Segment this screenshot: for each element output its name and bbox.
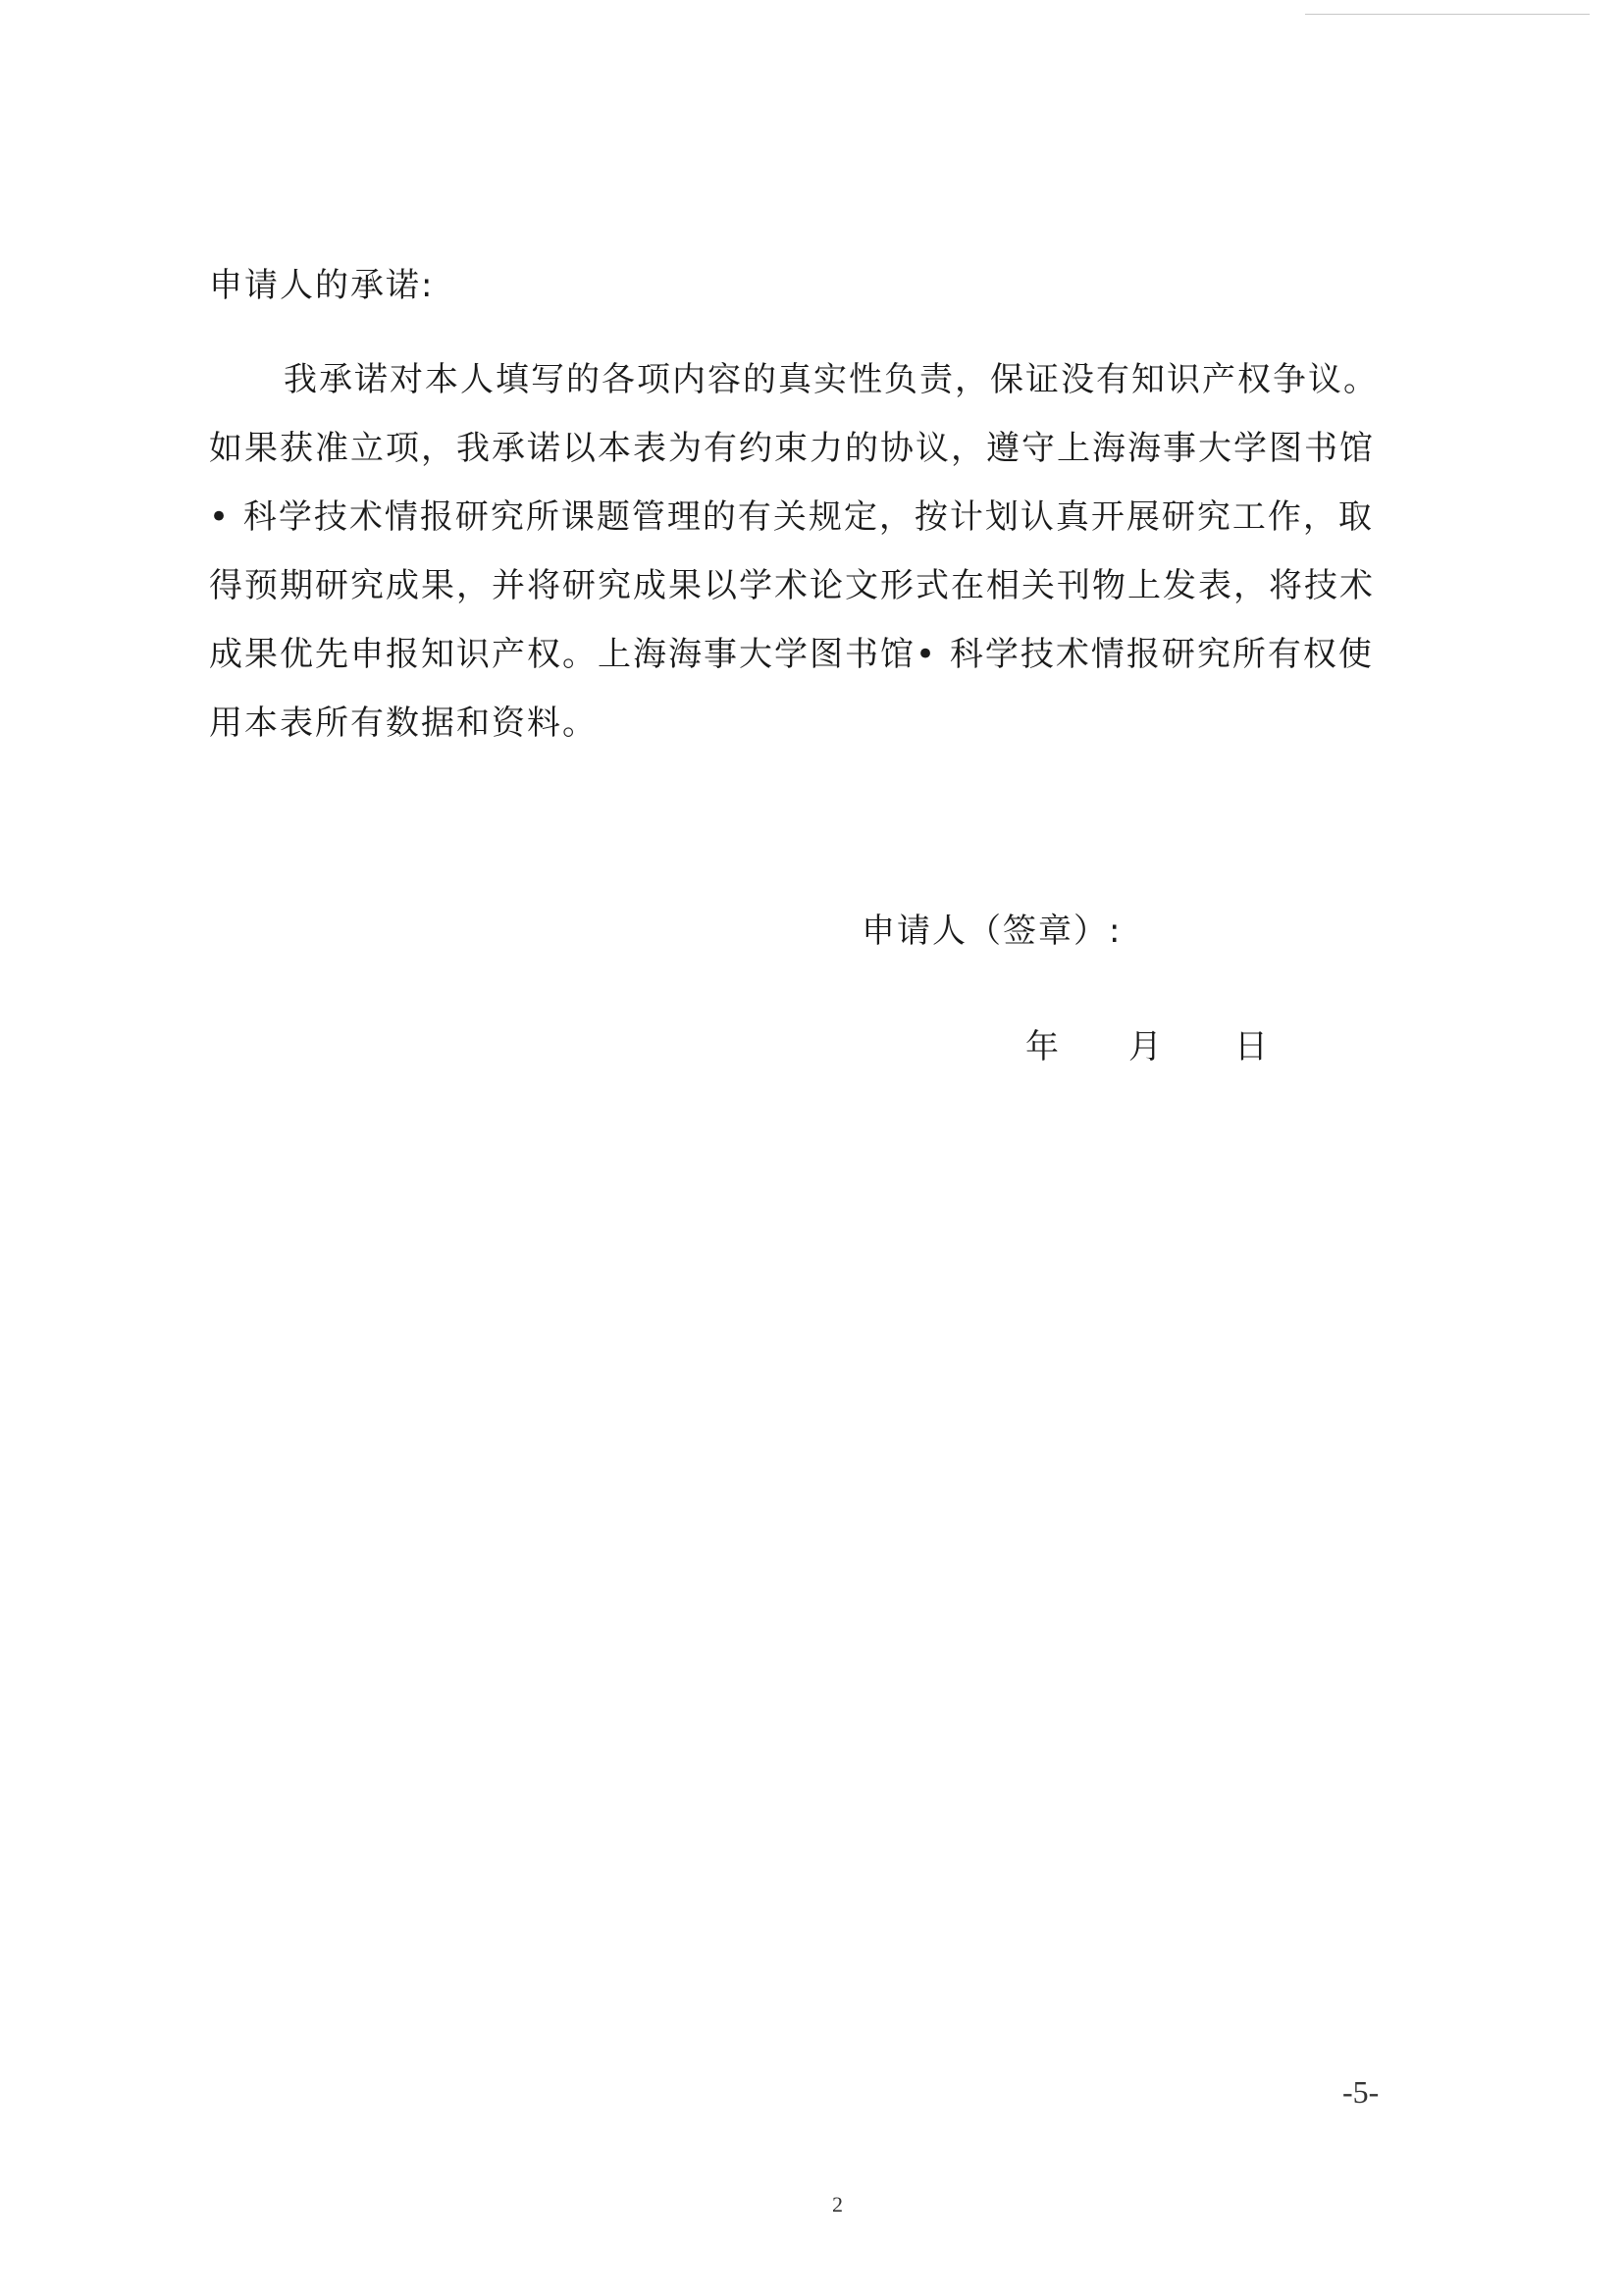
- form-page-number: -5-: [1342, 2074, 1380, 2110]
- commitment-line: • 科学技术情报研究所课题管理的有关规定，按计划认真开展研究工作，取: [209, 497, 1374, 537]
- date-day-label: 日: [1234, 1027, 1268, 1067]
- commitment-paragraph: [209, 345, 1485, 757]
- scan-page-number: 2: [832, 2192, 843, 2217]
- commitment-line: 如果获准立项，我承诺以本表为有约束力的协议，遵守上海海事大学图书馆: [209, 429, 1375, 468]
- commitment-line: 用本表所有数据和资料。: [209, 704, 598, 743]
- top-edge-rule: [1305, 14, 1590, 15]
- date-month-label: 月: [1128, 1027, 1162, 1067]
- commitment-line: 得预期研究成果，并将研究成果以学术论文形式在相关刊物上发表，将技术: [209, 566, 1375, 605]
- applicant-signature-label: 申请人（签章）:: [862, 912, 1123, 951]
- date-year-label: 年: [1025, 1027, 1059, 1067]
- commitment-line: 我承诺对本人填写的各项内容的真实性负责，保证没有知识产权争议。: [284, 360, 1379, 399]
- commitment-heading: 申请人的承诺:: [209, 266, 435, 305]
- commitment-line: 成果优先申报知识产权。上海海事大学图书馆• 科学技术情报研究所有权使: [209, 635, 1374, 674]
